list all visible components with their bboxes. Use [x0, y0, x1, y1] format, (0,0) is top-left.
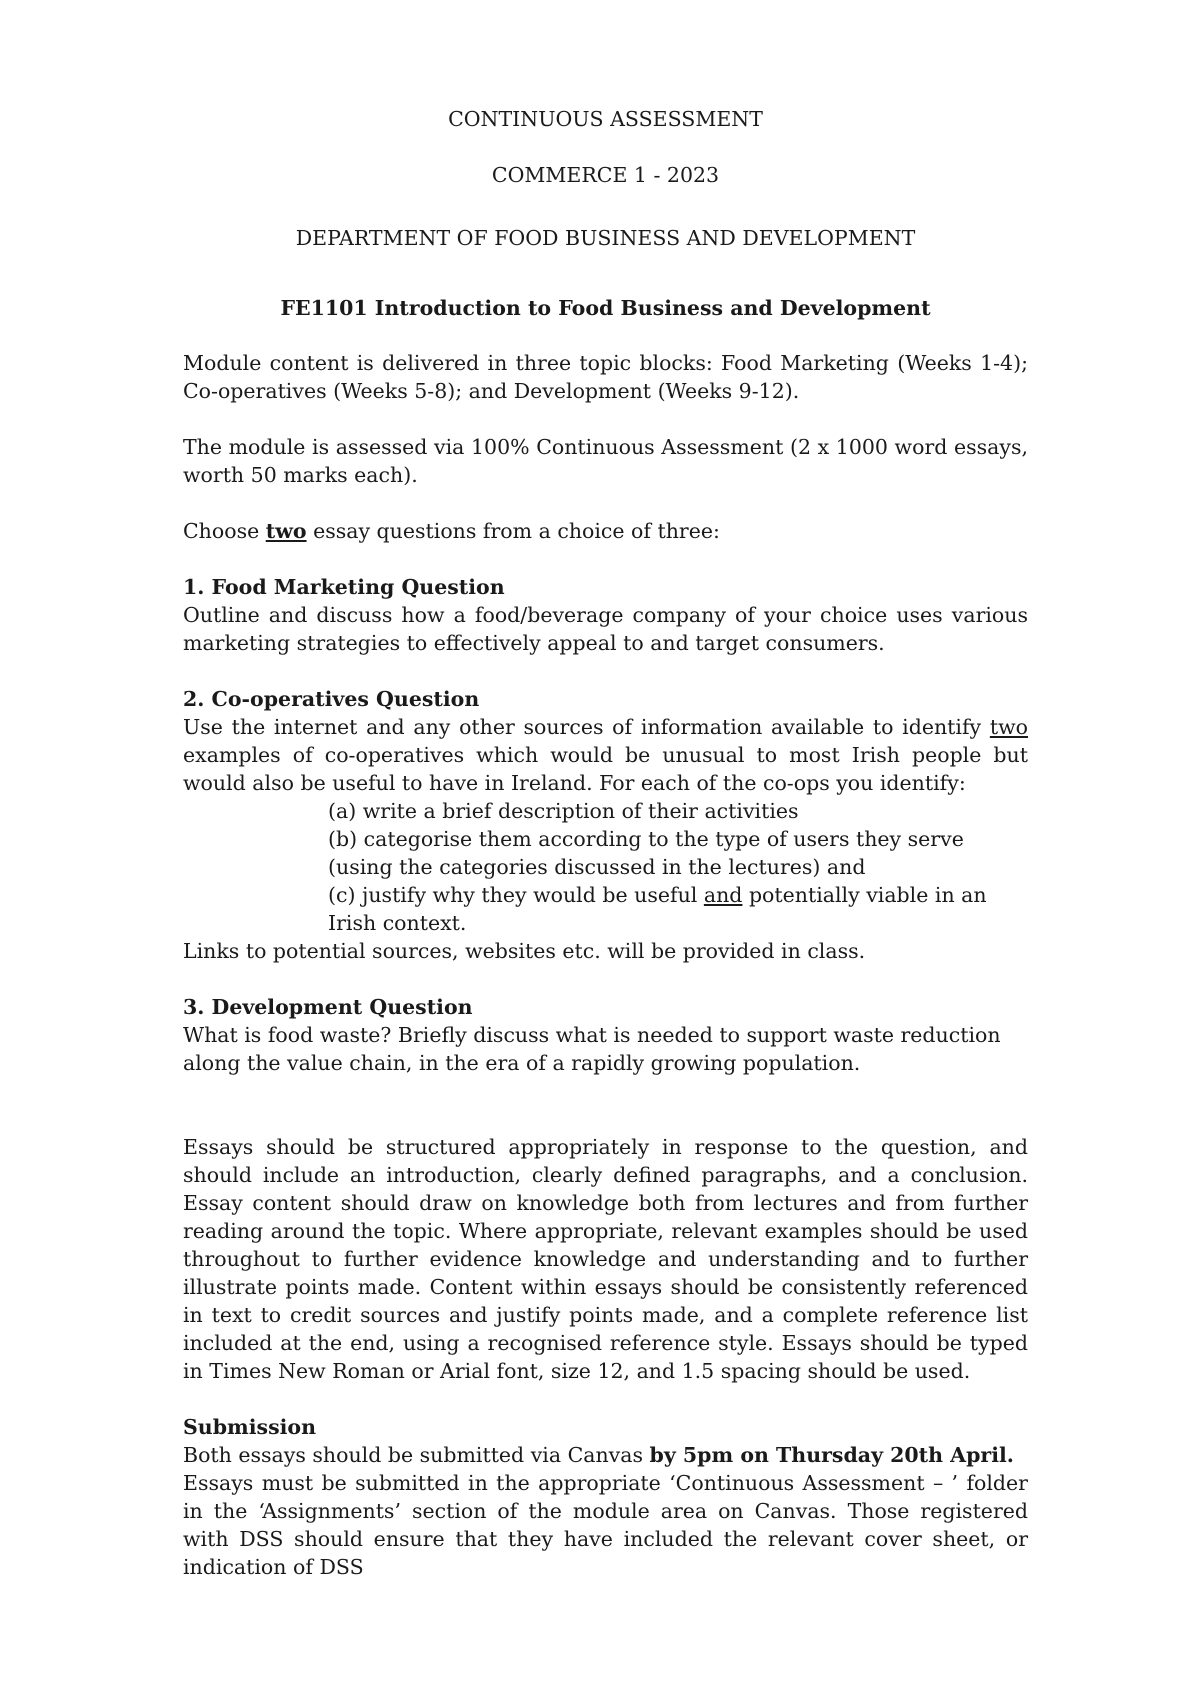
- question-2-links: Links to potential sources, websites etc. will be provided in class.: [183, 939, 866, 963]
- q2-body-emphasis: two: [989, 715, 1028, 739]
- sub-item-a: (a) write a brief description of their activities: [328, 799, 799, 823]
- sub-item-c-after: potentially viable in an Irish context.: [328, 883, 987, 935]
- question-2-sub-list: [183, 797, 1028, 937]
- guidance-paragraph: Essays should be structured appropriately in response to the question, and should include an introduction, clearly defined paragraphs, and a conclusion. Essay content should draw on knowledge both from lectures and from further reading around the topic. Where appropriate, relevant examples should be used throughout to further evidence knowledge and understanding and to further illustrate points made. Content within essays should be consistently referenced in text to credit sources and justify points made, and a complete reference list included at the end, using a recognised reference style. Essays should be typed in Times New Roman or Arial font, size 12, and 1.5 spacing should be used.: [183, 1135, 1028, 1383]
- document-page: [183, 105, 1028, 1581]
- sub-item-c-emphasis: and: [703, 883, 743, 907]
- choose-text-after: essay questions from a choice of three:: [306, 519, 720, 543]
- q2-body-after: examples of co-operatives which would be unusual to most Irish people but would also be useful to have in Ireland. For each of the co-ops you identify:: [183, 743, 1028, 795]
- sub-item-c: [328, 881, 1028, 937]
- submission-deadline: by 5pm on Thursday 20th April.: [649, 1443, 1014, 1467]
- submission-line-2: Essays must be submitted in the appropriate ‘Continuous Assessment – ’ folder in the ‘Assignments’ section of the module area on Canvas. Those registered with DSS should ensure that they have included the relevant cover sheet, or indication of DSS: [183, 1471, 1028, 1579]
- submission-line-1-text: Both essays should be submitted via Canvas: [183, 1443, 650, 1467]
- choose-text-before: Choose: [183, 519, 266, 543]
- choose-emphasis: two: [265, 519, 307, 543]
- doc-subtitle: COMMERCE 1 - 2023: [491, 163, 720, 187]
- department-name: DEPARTMENT OF FOOD BUSINESS AND DEVELOPMENT: [295, 226, 916, 250]
- question-2-body: [183, 713, 1028, 797]
- sub-item-c-before: (c) justify why they would be useful: [328, 883, 704, 907]
- module-title: FE1101 Introduction to Food Business and Development: [280, 296, 931, 320]
- question-3-body: What is food waste? Briefly discuss what is needed to support waste reduction along the value chain, in the era of a rapidly growing population.: [183, 1023, 1001, 1075]
- intro-paragraph-assessment: The module is assessed via 100% Continuous Assessment (2 x 1000 word essays, worth 50 marks each).: [183, 435, 1028, 487]
- submission-line-1: [183, 1441, 1028, 1469]
- question-1-body: Outline and discuss how a food/beverage company of your choice uses various marketing strategies to effectively appeal to and target consumers.: [183, 603, 1028, 655]
- question-3-title: 3. Development Question: [183, 995, 473, 1019]
- question-1-title: 1. Food Marketing Question: [183, 575, 505, 599]
- sub-item-b: (b) categorise them according to the type of users they serve (using the categories discussed in the lectures) and: [328, 827, 964, 879]
- intro-paragraph-choose: [183, 517, 1028, 545]
- question-2-title: 2. Co-operatives Question: [183, 687, 480, 711]
- submission-title: Submission: [183, 1415, 316, 1439]
- intro-paragraph-topics: Module content is delivered in three topic blocks: Food Marketing (Weeks 1-4); Co-operatives (Weeks 5-8); and Development (Weeks 9-12).: [183, 351, 1028, 403]
- spacer: [183, 1105, 1028, 1133]
- doc-title: CONTINUOUS ASSESSMENT: [448, 107, 763, 131]
- q2-body-before: Use the internet and any other sources of information available to identify: [183, 715, 990, 739]
